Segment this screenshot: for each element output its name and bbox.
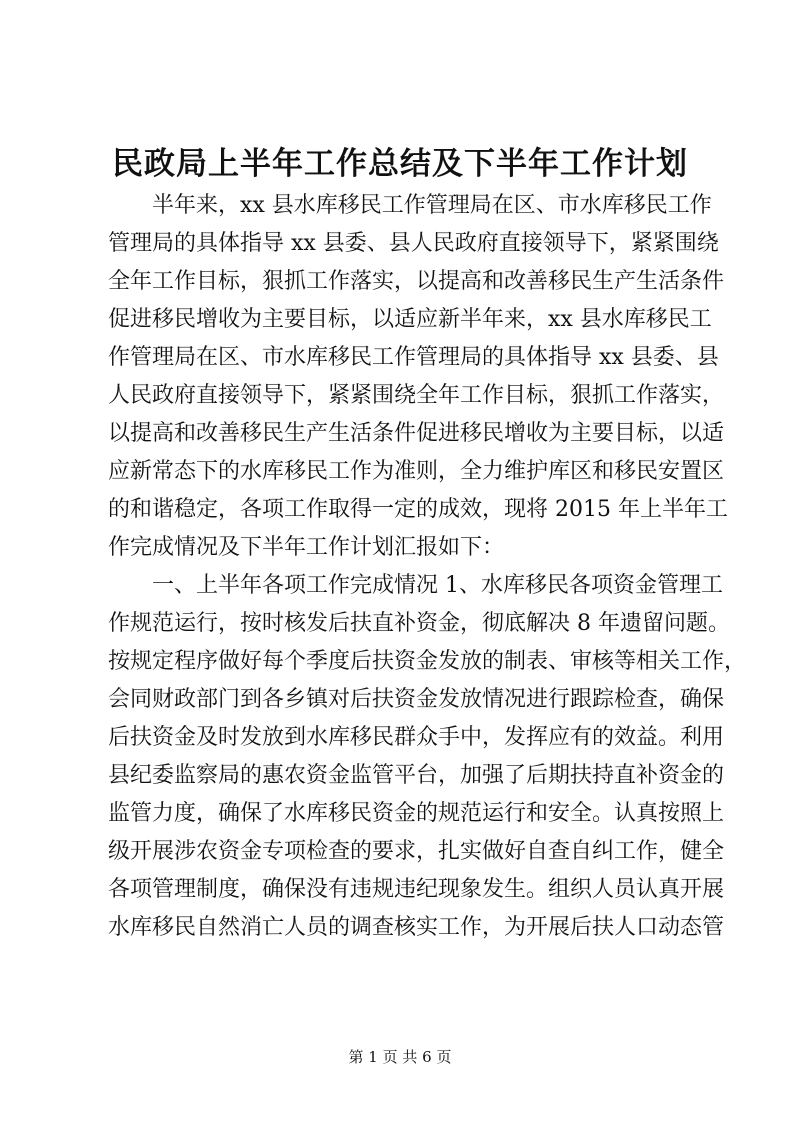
document-body [108, 187, 747, 947]
paragraph-line: 县纪委监察局的惠农资金监管平台，加强了后期扶持直补资金的 [108, 763, 725, 788]
paragraph-line: 促进移民增收为主要目标，以适应新半年来，xx 县水库移民工 [108, 307, 712, 332]
paragraph-line: 后扶资金及时发放到水库移民群众手中，发挥应有的效益。利用 [108, 725, 725, 750]
paragraph-line: 按规定程序做好每个季度后扶资金发放的制表、审核等相关工作， [108, 649, 747, 674]
paragraph-line: 作管理局在区、市水库移民工作管理局的具体指导 xx 县委、县 [108, 345, 719, 370]
paragraph-line: 水库移民自然消亡人员的调查核实工作，为开展后扶人口动态管 [108, 915, 725, 940]
paragraph-line: 管理局的具体指导 xx 县委、县人民政府直接领导下，紧紧围绕 [108, 231, 719, 256]
paragraph-2 [108, 567, 747, 947]
paragraph-line: 各项管理制度，确保没有违规违纪现象发生。组织人员认真开展 [108, 877, 725, 902]
paragraph-line: 半年来，xx 县水库移民工作管理局在区、市水库移民工作 [152, 193, 712, 218]
paragraph-line: 的和谐稳定，各项工作取得一定的成效，现将 2015 年上半年工 [108, 497, 728, 522]
paragraph-line: 全年工作目标，狠抓工作落实，以提高和改善移民生产生活条件 [108, 269, 725, 294]
paragraph-line: 以提高和改善移民生产生活条件促进移民增收为主要目标，以适 [108, 421, 725, 446]
paragraph-line: 作规范运行，按时核发后扶直补资金，彻底解决 8 年遗留问题。 [108, 611, 730, 636]
paragraph-line: 监管力度，确保了水库移民资金的规范运行和安全。认真按照上 [108, 801, 725, 826]
paragraph-line: 一、上半年各项工作完成情况 1、水库移民各项资金管理工 [152, 573, 723, 598]
paragraph-line: 会同财政部门到各乡镇对后扶资金发放情况进行跟踪检查，确保 [108, 687, 725, 712]
paragraph-1 [108, 187, 728, 567]
document-title: 民政局上半年工作总结及下半年工作计划 [112, 146, 688, 182]
paragraph-line: 应新常态下的水库移民工作为准则，全力维护库区和移民安置区 [108, 459, 725, 484]
paragraph-line: 人民政府直接领导下，紧紧围绕全年工作目标，狠抓工作落实， [108, 383, 725, 408]
page-number-footer: 第 1 页 共 6 页 [348, 1048, 452, 1066]
paragraph-line: 作完成情况及下半年工作计划汇报如下： [108, 535, 505, 560]
paragraph-line: 级开展涉农资金专项检查的要求，扎实做好自查自纠工作，健全 [108, 839, 725, 864]
